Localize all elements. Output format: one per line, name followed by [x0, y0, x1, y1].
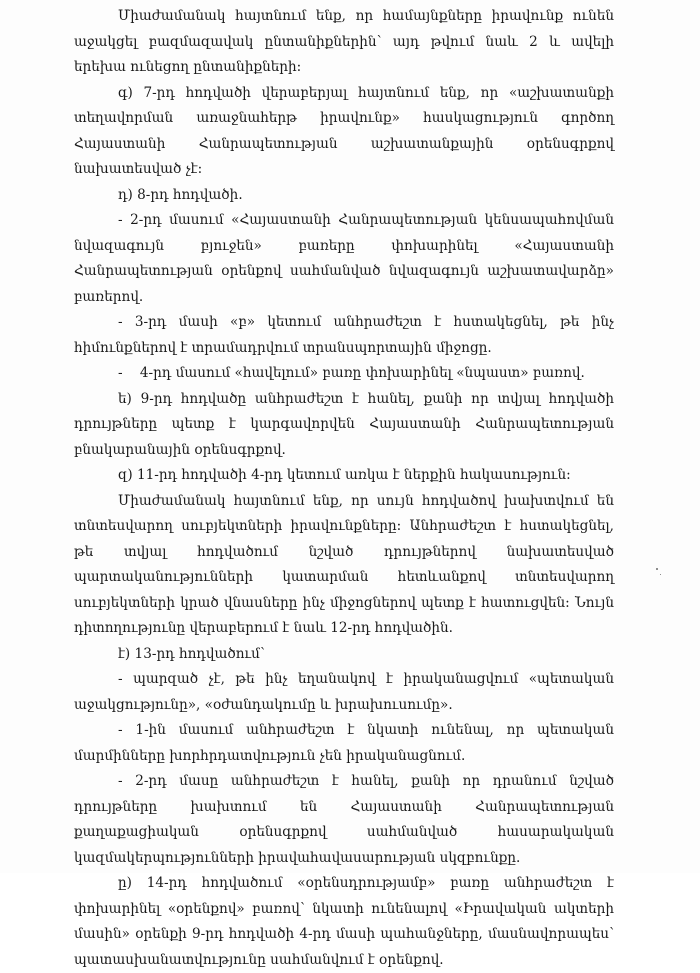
document-body — [74, 4, 619, 973]
paragraph-item-d-part-2: - 2-րդ մասում «Հայաստանի Հանրապետության կենսապահովման նվազագույն բյուջեն» բառերը փոխարինել «Հայաստանի Հանրապետության օրենքով սահմանված նվազագույն աշխատավարձը» բառերով. — [74, 212, 619, 305]
paragraph-intro: Միաժամանակ հայտնում ենք, որ համայնքները իրավունք ունեն աջակցել բազմազավակ ընտանիքներին՝ այդ թվում նաև 2 և ավելի երեխա ունեցող ընտանիքների։ — [74, 8, 619, 75]
paragraph-item-d-part-3: - 3-րդ մասի «բ» կետում անհրաժեշտ է հստակեցնել, թե ինչ հիմունքներով է տրամադրվում տրանսպորտային միջոցը. — [74, 314, 619, 356]
paragraph-item-d: դ) 8-րդ հոդվածի․ — [118, 186, 243, 203]
paragraph-item-z: զ) 11-րդ հոդվածի 4-րդ կետում առկա է ներքին հակասություն։ — [118, 467, 571, 483]
paragraph-item-g: գ) 7-րդ հոդվածի վերաբերյալ հայտնում ենք, որ «աշխատանքի տեղավորման առաջնահերթ իրավունք» հասկացություն գործող Հայաստանի Հանրապետության աշխատանքային օրենսգրքով նախատեսված չէ։ — [74, 84, 619, 177]
paragraph-item-e2-point-1: - պարզած չէ, թե ինչ եղանակով է իրականացվում «պետական աջակցությունը», «օժանդակումը և խրախուսումը». — [74, 671, 619, 713]
paragraph-item-e: ե) 9-րդ հոդվածը անհրաժեշտ է հանել, քանի որ տվյալ հոդվածի դրույթները պետք է կարգավորվեն Հայաստանի Հանրապետության բնակարանային օրենսգրքով. — [74, 390, 619, 458]
paragraph-item-e2-point-3: - 2-րդ մասը անհրաժեշտ է հանել, քանի որ դրանում նշված դրույթները խախտում են Հայաստանի Հանրապետության քաղաքացիական օրենսգրքով սահմանված հասարակական կազմակերպությունների իրավահավասարության սկզբունքը. — [74, 773, 619, 866]
paragraph-item-e2-point-2: - 1-ին մասում անհրաժեշտ է նկատի ունենալ, որ պետական մարմինները խորհրդատվություն չեն իրականացնում. — [74, 722, 619, 764]
paragraph-item-z-detail: Միաժամանակ հայտնում ենք, որ սույն հոդվածով խախտվում են տնտեսվարող սուբյեկտների իրավունքները։ Անհրաժեշտ է հստակեցնել, թե տվյալ հոդվածում նշված դրույթներով նախատեսված պարտականությունների կատարման հետևանքով տնտեսվարող սուբյեկտների կրած վնասները ինչ միջոցներով պետք է հատուցվեն։ Նույն դիտողությունը վերաբերում է նաև 12-րդ հոդվածին. — [74, 492, 619, 636]
scan-speck — [660, 574, 661, 575]
paragraph-item-d-part-4: - 4-րդ մասում «հավելում» բառը փոխարինել «նպաստ» բառով. — [118, 365, 585, 381]
scan-speck — [656, 568, 658, 570]
paragraph-item-y: ը) 14-րդ հոդվածում «օրենսդրությամբ» բառը անհրաժեշտ է փոխարինել «օրենքով» բառով՝ նկատի ունենալով «Իրավական ակտերի մասին» օրենքի 9-րդ հոդվածի 4-րդ մասի պահանջները, մասնավորապես՝ պատասխանատվությունը սահմանվում է օրենքով. — [74, 875, 619, 968]
paragraph-item-e2: է) 13-րդ հոդվածում՝ — [118, 645, 265, 662]
